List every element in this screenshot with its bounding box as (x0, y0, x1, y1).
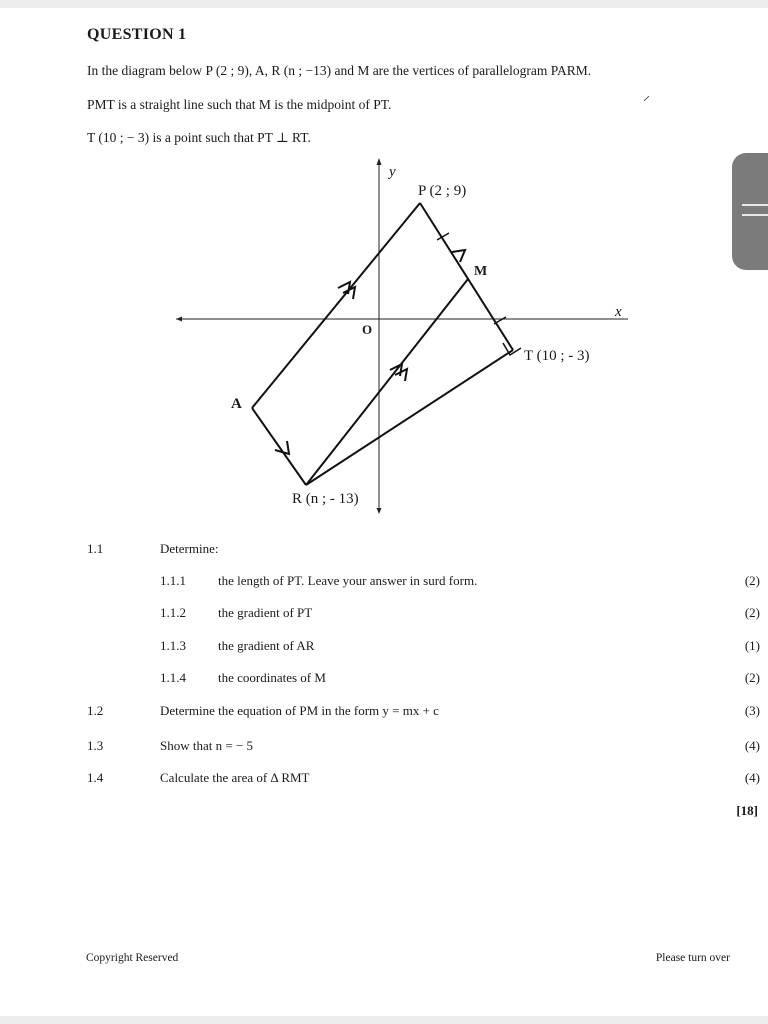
footer-turn-over: Please turn over (655, 952, 730, 964)
item-1-1-3-marks: (1) (744, 638, 760, 653)
question-heading: QUESTION 1 (87, 26, 187, 43)
intro-line-3: T (10 ; − 3) is a point such that PT ⊥ RT. (87, 130, 311, 145)
item-1-1-4-marks: (2) (744, 670, 760, 685)
segment-RM (306, 279, 468, 485)
x-axis-left-arrow (176, 317, 182, 322)
item-1-1-4-number: 1.1.4 (160, 670, 186, 685)
segment-PA (252, 203, 420, 408)
segment-RT (306, 350, 513, 485)
item-1-1-3-number: 1.1.3 (160, 638, 186, 653)
label-origin: O (362, 322, 373, 337)
item-1-4-text: Calculate the area of Δ RMT (160, 770, 310, 785)
segment-PT (420, 203, 513, 350)
item-1-1-3-text: the gradient of AR (218, 638, 315, 653)
label-A: A (231, 396, 242, 412)
item-1-1-number: 1.1 (87, 541, 104, 556)
y-axis-top-arrow (377, 158, 382, 165)
label-x-axis: x (615, 304, 622, 320)
page-bottom-edge (0, 1016, 768, 1024)
item-1-3-marks: (4) (744, 738, 760, 753)
item-1-4-marks: (4) (744, 770, 760, 785)
item-1-1-1-marks: (2) (744, 573, 760, 588)
segment-AR (252, 408, 306, 485)
item-1-2-text: Determine the equation of PM in the form y = mx + c (160, 703, 439, 718)
tick-mark: ⸝ (643, 89, 650, 104)
intro-line-1: In the diagram below P (2 ; 9), A, R (n ; −13) and M are the vertices of parallelogram PARM. (87, 63, 592, 78)
item-1-1-2-number: 1.1.2 (160, 605, 186, 620)
total-marks: [18] (736, 803, 758, 818)
item-1-1-2-text: the gradient of PT (218, 605, 313, 620)
label-R: R (n ; - 13) (292, 491, 359, 507)
label-P: P (2 ; 9) (418, 183, 467, 199)
footer-copyright: Copyright Reserved (86, 952, 179, 964)
item-1-3-text: Show that n = − 5 (160, 738, 254, 753)
item-1-3-number: 1.3 (87, 738, 104, 753)
tick-MT (494, 317, 506, 324)
label-T: T (10 ; - 3) (524, 348, 590, 364)
item-1-4-number: 1.4 (87, 770, 104, 785)
item-1-1-1-number: 1.1.1 (160, 573, 186, 588)
item-1-1-1-text: the length of PT. Leave your answer in surd form. (218, 573, 478, 588)
label-M: M (474, 264, 488, 279)
label-y-axis: y (389, 164, 396, 180)
item-1-2-marks: (3) (744, 703, 760, 718)
item-1-1-4-text: the coordinates of M (218, 670, 326, 685)
item-1-2-number: 1.2 (87, 703, 104, 718)
side-menu-tab[interactable] (732, 153, 768, 270)
intro-line-2: PMT is a straight line such that M is the midpoint of PT. (87, 97, 392, 112)
menu-icon-bar (742, 214, 768, 216)
item-1-1-2-marks: (2) (744, 605, 760, 620)
y-axis-bottom-arrow (377, 508, 382, 514)
item-1-1-text: Determine: (160, 541, 219, 556)
menu-icon-bar (742, 204, 768, 206)
